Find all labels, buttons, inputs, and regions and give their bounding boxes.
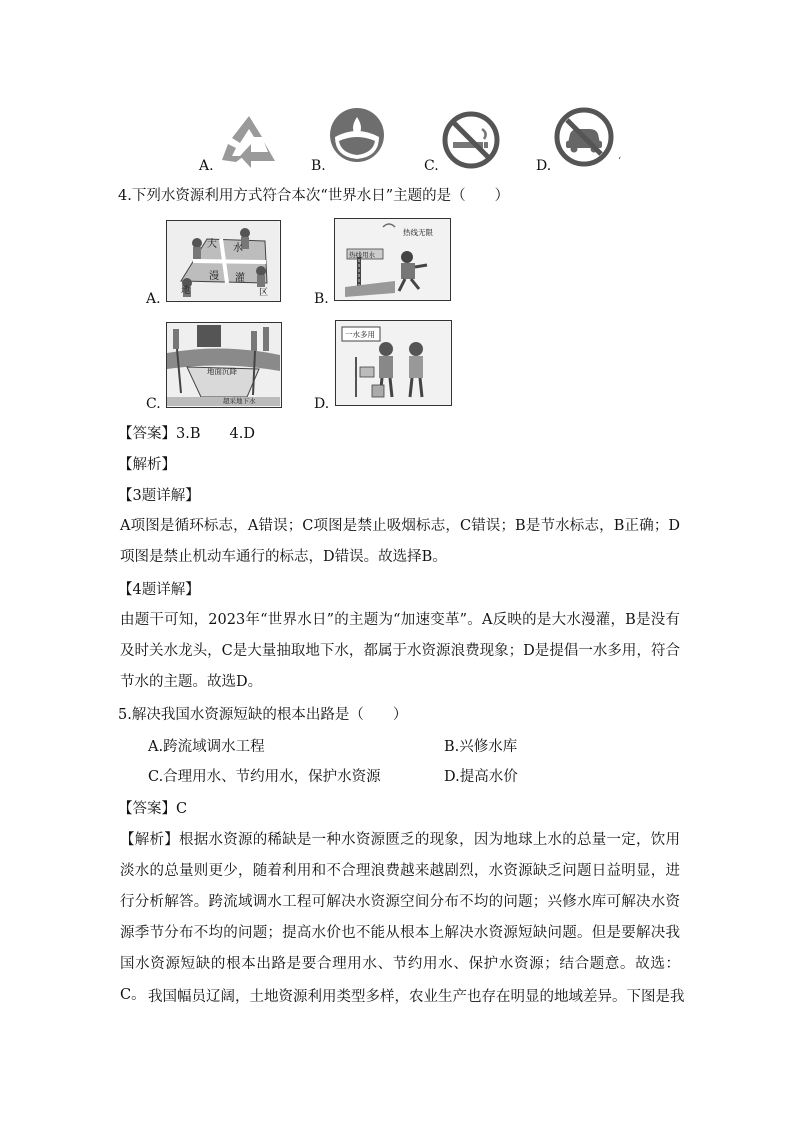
q4-picture-b — [334, 218, 451, 301]
q3-option-a-label: A. — [199, 158, 214, 174]
no-vehicle-sign — [554, 107, 614, 167]
q5-option-c: C.合理用水、节约用水，保护水资源 — [148, 769, 381, 785]
pic-c-text-1: 地面沉降 — [207, 367, 237, 376]
no-smoking-sign — [442, 111, 500, 169]
q3-option-d-label: D. — [536, 158, 552, 174]
q5-option-a: A.跨流域调水工程 — [148, 739, 265, 755]
pic-b-text-1: 热线无限 — [403, 228, 433, 237]
q3-detail-text: A项图是循环标志，A错误；C项图是禁止吸烟标志，C错误；B是节水标志，B正确；D项图是禁止机动车通行的标志，D错误。故选择B。 — [120, 518, 680, 565]
stray-mark: ‘ — [618, 156, 622, 167]
q5-option-b: B.兴修水库 — [444, 739, 518, 755]
pic-a-char-2: 水 — [233, 243, 243, 254]
q5-stem: 5.解决我国水资源短缺的根本出路是（ ） — [118, 707, 408, 723]
recycle-sign — [218, 112, 280, 168]
pic-a-char-5: 地 — [181, 286, 191, 296]
analysis-heading: 【解析】 — [118, 457, 176, 473]
pic-a-char-1: 大 — [207, 239, 217, 250]
groundwater-extraction-illustration — [167, 323, 280, 406]
q4-picture-d — [335, 320, 452, 406]
answer-5: 【答案】C — [118, 801, 188, 817]
next-paragraph: 我国幅员辽阔，土地资源利用类型多样，农业生产也存在明显的地域差异。下图是我 — [148, 989, 685, 1005]
q4-picture-a — [166, 220, 281, 302]
q4-picture-c — [166, 322, 282, 408]
pic-a-char-4: 灌 — [235, 273, 245, 284]
q3-option-c-label: C. — [424, 158, 439, 174]
no-smoking-icon — [442, 111, 500, 169]
q5-analysis-text: 【解析】根据水资源的稀缺是一种水资源匮乏的现象，因为地球上水的总量一定，饮用淡水的总量则更少，随着利用和不合理浪费越来越剧烈，水资源缺乏问题日益明显，进行分析解答。跨流域调水工程可解决水资源空间分布不均的问题；兴修水库可解决水资源季节分布不均的问题；提高水价也不能从根本上解决水资源短缺问题。但是要解决我国水资源短缺的根本出路是要合理用水、节约用水、保护水资源；结合题意。故选：C。 — [120, 832, 680, 1003]
pic-b-text-2: 热线用水 — [349, 251, 375, 259]
q4-stem: 4.下列水资源利用方式符合本次“世界水日”主题的是（ ） — [118, 188, 510, 204]
q4-option-d-label: D. — [314, 396, 330, 412]
q4-option-c-label: C. — [146, 396, 161, 412]
no-car-icon — [554, 107, 614, 167]
q4-option-a-label: A. — [146, 291, 161, 307]
water-drop-icon — [329, 107, 385, 163]
answer-3-4: 【答案】3.B 4.D — [118, 426, 255, 442]
q3-detail-heading: 【3题详解】 — [118, 488, 200, 504]
q3-option-b-label: B. — [311, 158, 326, 174]
q5-option-d: D.提高水价 — [444, 769, 518, 785]
recycle-icon — [218, 112, 280, 168]
q4-detail-text: 由题干可知，2023年“世界水日”的主题为“加速变革”。A反映的是大水漫灌，B是没有及时关水龙头，C是大量抽取地下水，都属于水资源浪费现象；D是提倡一水多用，符合节水的主题。故选D。 — [120, 612, 680, 690]
pic-a-char-3: 漫 — [209, 271, 219, 282]
pic-c-text-2: 超采地下水 — [223, 397, 256, 405]
pic-a-char-6: 区 — [259, 288, 269, 298]
q4-option-b-label: B. — [314, 291, 329, 307]
pic-d-text: 一水多用 — [345, 330, 375, 339]
q4-detail-heading: 【4题详解】 — [118, 582, 200, 598]
water-saving-sign — [329, 107, 385, 163]
